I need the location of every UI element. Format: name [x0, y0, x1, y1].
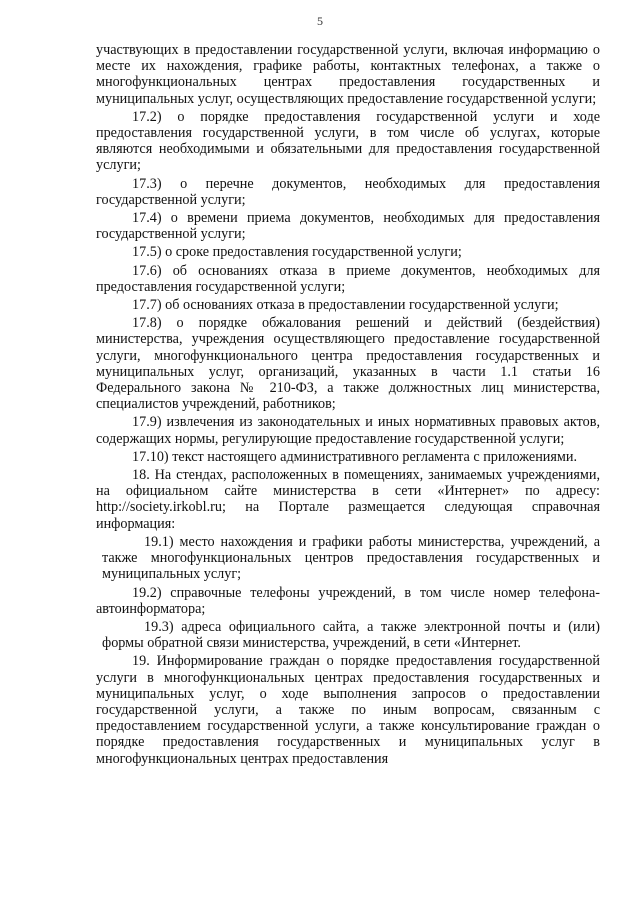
- paragraph-17-5: 17.5) о сроке предоставления государственной услуги;: [132, 244, 462, 261]
- paragraph-continuation: участвующих в предоставлении государственной услуги, включая информацию о месте их нахождения, графике работы, контактных телефонах, а также о многофункциональных центрах предоставления государственных и муниципальных услуг, осуществляющих предоставление государственной услуги;: [96, 42, 600, 107]
- paragraph-18: 18. На стендах, расположенных в помещениях, занимаемых учреждениями, на официальном сайте министерства в сети «Интернет» по адресу: http://society.irkobl.ru; на Портале размещается следующая справочная информация:: [96, 467, 600, 532]
- paragraph-17-7: 17.7) об основаниях отказа в предоставлении государственной услуги;: [132, 297, 559, 314]
- page-number: 5: [317, 14, 323, 28]
- paragraph-17-4: 17.4) о времени приема документов, необходимых для предоставления государственной услуги;: [96, 210, 600, 243]
- paragraph-17-6: 17.6) об основаниях отказа в приеме документов, необходимых для предоставления государственной услуги;: [96, 262, 600, 295]
- paragraph-19: 19. Информирование граждан о порядке предоставления государственной услуги в многофункциональных центрах предоставления государственных и муниципальных услуг, о ходе выполнения запросов о предоставлении государственной услуги, а также по иным вопросам, связанным с предоставлением государственной услуги, а также консультирование граждан о порядке предоставления государственных и муниципальных услуг в многофункциональных центрах предоставления: [96, 653, 600, 767]
- paragraph-19-2: 19.2) справочные телефоны учреждений, в том числе номер телефона-автоинформатора;: [96, 584, 600, 617]
- paragraph-17-8: 17.8) о порядке обжалования решений и действий (бездействия) министерства, учреждения осуществляющего предоставление государственной услуги, многофункционального центра предоставления государственных и муниципальных услуг, организаций, указанных в части 1.1 статьи 16 Федерального закона № 210-ФЗ, а также должностных лиц министерства, специалистов учреждений, работников;: [96, 315, 600, 413]
- paragraph-17-10: 17.10) текст настоящего административного регламента с приложениями.: [132, 448, 578, 465]
- paragraph-19-1: 19.1) место нахождения и графики работы министерства, учреждений, а также многофункциональных центров предоставления государственных и муниципальных услуг;: [102, 533, 600, 583]
- paragraph-17-3: 17.3) о перечне документов, необходимых для предоставления государственной услуги;: [96, 175, 600, 208]
- paragraph-19-3: 19.3) адреса официального сайта, а также электронной почты и (или) формы обратной связи министерства, учреждений, в сети «Интернет.: [102, 618, 600, 652]
- paragraph-17-9: 17.9) извлечения из законодательных и иных нормативных правовых актов, содержащих нормы, регулирующие предоставление государственной услуги;: [96, 414, 600, 447]
- document-body: [96, 42, 600, 769]
- paragraph-17-2: 17.2) о порядке предоставления государственной услуги и ходе предоставления государственной услуги, в том числе об услугах, которые являются необходимыми и обязательными для предоставления государственной услуги;: [96, 108, 600, 174]
